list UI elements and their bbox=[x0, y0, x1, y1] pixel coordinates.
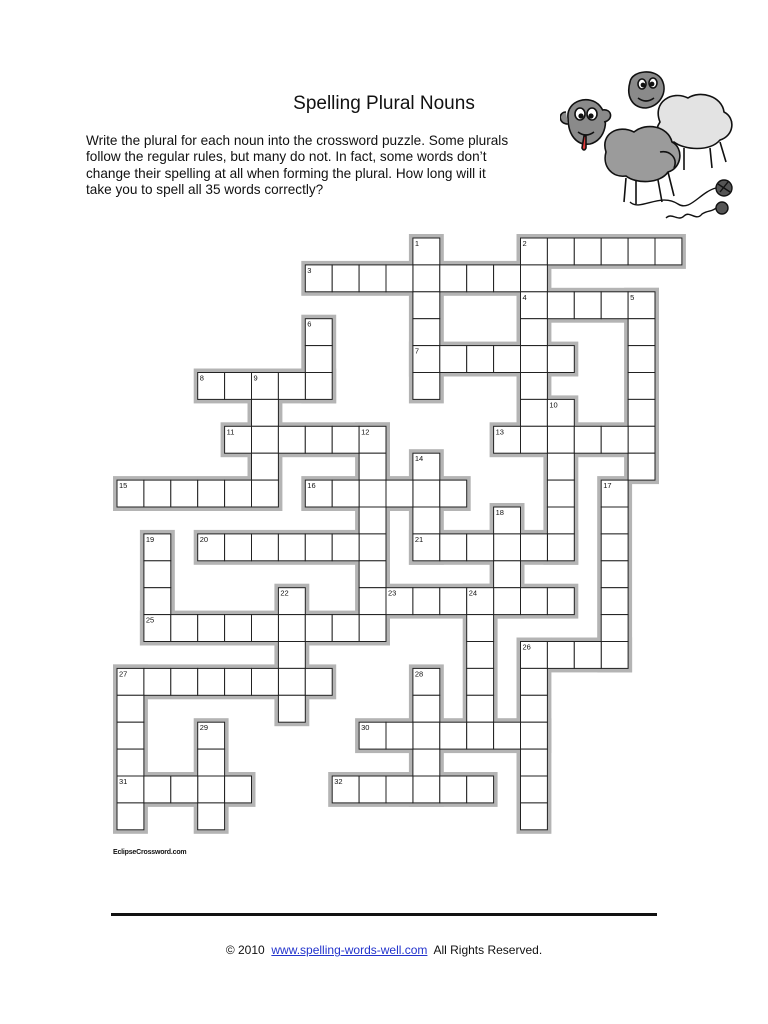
crossword-cell[interactable] bbox=[278, 668, 305, 695]
clue-number: 20 bbox=[199, 534, 209, 544]
crossword-cell[interactable] bbox=[198, 668, 225, 695]
crossword-cell[interactable] bbox=[332, 615, 359, 642]
crossword-cell[interactable] bbox=[601, 426, 628, 453]
crossword-cell[interactable] bbox=[440, 265, 467, 292]
crossword-cell[interactable] bbox=[198, 480, 225, 507]
clue-number: 4 bbox=[522, 292, 527, 302]
crossword-cell[interactable] bbox=[117, 749, 144, 776]
crossword-cell[interactable] bbox=[547, 453, 574, 480]
crossword-cell[interactable] bbox=[144, 776, 171, 803]
clue-number: 16 bbox=[307, 481, 316, 491]
crossword-cell[interactable] bbox=[252, 453, 279, 480]
crossword-cell[interactable] bbox=[494, 722, 521, 749]
crossword-cell[interactable] bbox=[547, 480, 574, 507]
crossword-cell[interactable] bbox=[547, 426, 574, 453]
crossword-cell[interactable] bbox=[521, 265, 548, 292]
crossword-cell[interactable] bbox=[144, 668, 171, 695]
crossword-cell[interactable] bbox=[628, 453, 655, 480]
crossword-cell[interactable] bbox=[521, 722, 548, 749]
crossword-cell[interactable] bbox=[521, 749, 548, 776]
crossword-cell[interactable] bbox=[359, 480, 386, 507]
crossword-cell[interactable] bbox=[440, 722, 467, 749]
clue-number: 17 bbox=[603, 481, 612, 491]
crossword-cell[interactable] bbox=[521, 695, 548, 722]
clue-number: 15 bbox=[119, 481, 128, 491]
crossword-cell[interactable] bbox=[278, 373, 305, 400]
crossword-cell[interactable] bbox=[467, 668, 494, 695]
clue-number: 19 bbox=[145, 534, 155, 544]
clue-number: 29 bbox=[199, 723, 209, 733]
crossword-cell[interactable] bbox=[547, 346, 574, 373]
crossword-cell[interactable] bbox=[628, 373, 655, 400]
clue-number: 25 bbox=[145, 615, 155, 625]
crossword-cell[interactable] bbox=[494, 588, 521, 615]
crossword-cell[interactable] bbox=[547, 642, 574, 669]
crossword-cell[interactable] bbox=[467, 776, 494, 803]
crossword-cell[interactable] bbox=[628, 399, 655, 426]
copyright-text: © 2010 bbox=[225, 943, 265, 957]
crossword-cell[interactable] bbox=[278, 642, 305, 669]
crossword-cell[interactable] bbox=[440, 346, 467, 373]
crossword-cell[interactable] bbox=[601, 534, 628, 561]
crossword-cell[interactable] bbox=[278, 534, 305, 561]
crossword-cell[interactable] bbox=[225, 534, 252, 561]
crossword-cell[interactable] bbox=[521, 319, 548, 346]
crossword-cell[interactable] bbox=[574, 292, 601, 319]
crossword-cell[interactable] bbox=[144, 480, 171, 507]
crossword-cell[interactable] bbox=[467, 346, 494, 373]
crossword-cell[interactable] bbox=[413, 480, 440, 507]
crossword-cell[interactable] bbox=[171, 668, 198, 695]
crossword-cell[interactable] bbox=[225, 668, 252, 695]
crossword-cell[interactable] bbox=[413, 695, 440, 722]
crossword-cell[interactable] bbox=[628, 238, 655, 265]
crossword-cell[interactable] bbox=[467, 695, 494, 722]
clue-number: 2 bbox=[522, 239, 527, 248]
crossword-cell[interactable] bbox=[601, 507, 628, 534]
credit-text: EclipseCrossword.com bbox=[113, 849, 187, 856]
page-title: Spelling Plural Nouns bbox=[293, 93, 475, 114]
crossword-cell[interactable] bbox=[332, 426, 359, 453]
crossword-cell[interactable] bbox=[601, 642, 628, 669]
crossword-cell[interactable] bbox=[359, 534, 386, 561]
clue-number: 9 bbox=[253, 373, 258, 383]
crossword-cell[interactable] bbox=[521, 346, 548, 373]
crossword-cell[interactable] bbox=[305, 615, 332, 642]
crossword-cell[interactable] bbox=[117, 722, 144, 749]
crossword-cell[interactable] bbox=[413, 373, 440, 400]
crossword-cell[interactable] bbox=[494, 346, 521, 373]
crossword-cell[interactable] bbox=[225, 480, 252, 507]
clue-number: 7 bbox=[414, 346, 420, 356]
crossword-cell[interactable] bbox=[252, 480, 279, 507]
crossword-cell[interactable] bbox=[359, 265, 386, 292]
instructions-line: follow the regular rules, but many do not. In fact, some words don’t bbox=[86, 149, 487, 165]
crossword-cell[interactable] bbox=[440, 480, 467, 507]
clue-number: 14 bbox=[414, 454, 424, 464]
clue-number: 18 bbox=[495, 508, 504, 517]
crossword-cell[interactable] bbox=[305, 426, 332, 453]
crossword-cell[interactable] bbox=[359, 561, 386, 588]
crossword-cell[interactable] bbox=[521, 668, 548, 695]
crossword-cell[interactable] bbox=[467, 265, 494, 292]
footer-divider bbox=[111, 913, 657, 916]
grid-cells bbox=[117, 238, 682, 830]
rights-text: All Rights Reserved. bbox=[433, 943, 543, 957]
crossword-cell[interactable] bbox=[252, 615, 279, 642]
crossword-cell[interactable] bbox=[252, 668, 279, 695]
crossword-cell[interactable] bbox=[413, 319, 440, 346]
crossword-cell[interactable] bbox=[547, 292, 574, 319]
crossword-cell[interactable] bbox=[359, 453, 386, 480]
clue-number: 1 bbox=[414, 239, 420, 248]
crossword-cell[interactable] bbox=[332, 265, 359, 292]
clue-number: 3 bbox=[307, 265, 312, 275]
crossword-cell[interactable] bbox=[171, 776, 198, 803]
clue-number: 13 bbox=[495, 427, 504, 437]
crossword-cell[interactable] bbox=[386, 265, 413, 292]
crossword-cell[interactable] bbox=[359, 507, 386, 534]
crossword-cell[interactable] bbox=[521, 373, 548, 400]
crossword-cell[interactable] bbox=[386, 722, 413, 749]
crossword-cell[interactable] bbox=[413, 265, 440, 292]
crossword-cell[interactable] bbox=[225, 615, 252, 642]
crossword-cell[interactable] bbox=[117, 803, 144, 830]
crossword-cell[interactable] bbox=[225, 776, 252, 803]
crossword-cell[interactable] bbox=[547, 534, 574, 561]
crossword-cell[interactable] bbox=[574, 238, 601, 265]
crossword-cell[interactable] bbox=[547, 238, 574, 265]
clue-number: 32 bbox=[334, 777, 343, 786]
crossword-cell[interactable] bbox=[359, 588, 386, 615]
clue-number: 24 bbox=[468, 588, 478, 598]
crossword-cell[interactable] bbox=[386, 776, 413, 803]
crossword-cell[interactable] bbox=[305, 534, 332, 561]
crossword-cell[interactable] bbox=[359, 776, 386, 803]
crossword-cell[interactable] bbox=[440, 534, 467, 561]
clue-number: 8 bbox=[199, 373, 204, 383]
crossword-cell[interactable] bbox=[171, 615, 198, 642]
crossword-cell[interactable] bbox=[413, 722, 440, 749]
crossword-cell[interactable] bbox=[494, 265, 521, 292]
clue-number: 31 bbox=[119, 777, 128, 786]
clue-number: 26 bbox=[522, 642, 531, 652]
crossword-cell[interactable] bbox=[198, 803, 225, 830]
clue-number: 30 bbox=[361, 723, 370, 733]
crossword-cell[interactable] bbox=[521, 776, 548, 803]
crossword-cell[interactable] bbox=[574, 426, 601, 453]
crossword-cell[interactable] bbox=[359, 615, 386, 642]
crossword-cell[interactable] bbox=[305, 346, 332, 373]
clue-number: 21 bbox=[414, 534, 424, 544]
crossword-cell[interactable] bbox=[413, 776, 440, 803]
crossword-cell[interactable] bbox=[521, 588, 548, 615]
instructions-line: Write the plural for each noun into the crossword puzzle. Some plurals bbox=[86, 133, 509, 148]
crossword-cell[interactable] bbox=[494, 534, 521, 561]
crossword-cell[interactable] bbox=[252, 399, 279, 426]
crossword-cell[interactable] bbox=[628, 319, 655, 346]
crossword-cell[interactable] bbox=[601, 615, 628, 642]
crossword-cell[interactable] bbox=[413, 507, 440, 534]
crossword-cell[interactable] bbox=[467, 722, 494, 749]
crossword-cell[interactable] bbox=[467, 534, 494, 561]
crossword-cell[interactable] bbox=[198, 776, 225, 803]
clue-number: 22 bbox=[280, 588, 289, 598]
crossword-cell[interactable] bbox=[225, 373, 252, 400]
crossword-cell[interactable] bbox=[655, 238, 682, 265]
crossword-cell[interactable] bbox=[494, 561, 521, 588]
crossword-cell[interactable] bbox=[574, 642, 601, 669]
crossword-cell[interactable] bbox=[440, 588, 467, 615]
crossword-cell[interactable] bbox=[628, 426, 655, 453]
crossword-cell[interactable] bbox=[547, 507, 574, 534]
website-link[interactable]: www.spelling-words-well.com bbox=[271, 943, 428, 957]
crossword-cell[interactable] bbox=[278, 695, 305, 722]
crossword-cell[interactable] bbox=[144, 561, 171, 588]
crossword-cell[interactable] bbox=[521, 399, 548, 426]
clue-number: 28 bbox=[414, 669, 424, 679]
crossword-cell[interactable] bbox=[601, 238, 628, 265]
crossword-cell[interactable] bbox=[440, 776, 467, 803]
crossword-cell[interactable] bbox=[332, 480, 359, 507]
crossword-cell[interactable] bbox=[386, 480, 413, 507]
crossword-cell[interactable] bbox=[252, 426, 279, 453]
clue-number: 23 bbox=[388, 588, 397, 598]
crossword-cell[interactable] bbox=[601, 588, 628, 615]
crossword-cell[interactable] bbox=[413, 749, 440, 776]
crossword-cell[interactable] bbox=[628, 346, 655, 373]
crossword-cell[interactable] bbox=[198, 615, 225, 642]
crossword-cell[interactable] bbox=[252, 534, 279, 561]
crossword-cell[interactable] bbox=[521, 803, 548, 830]
clue-number: 12 bbox=[361, 427, 370, 437]
crossword-cell[interactable] bbox=[278, 615, 305, 642]
clue-number: 11 bbox=[226, 427, 235, 437]
crossword-cell[interactable] bbox=[521, 426, 548, 453]
crossword-cell[interactable] bbox=[332, 534, 359, 561]
crossword-cell[interactable] bbox=[601, 292, 628, 319]
crossword-cell[interactable] bbox=[278, 426, 305, 453]
crossword-cell[interactable] bbox=[521, 534, 548, 561]
crossword-cell[interactable] bbox=[305, 668, 332, 695]
crossword-cell[interactable] bbox=[413, 588, 440, 615]
instructions-line: take you to spell all 35 words correctly? bbox=[86, 182, 324, 198]
crossword-cell[interactable] bbox=[547, 588, 574, 615]
crossword-cell[interactable] bbox=[198, 749, 225, 776]
crossword-cell[interactable] bbox=[467, 642, 494, 669]
footer bbox=[0, 943, 768, 957]
instructions-line: change their spelling at all when forming the plural. How long will it bbox=[86, 165, 486, 181]
clue-number: 6 bbox=[307, 319, 312, 329]
clue-number: 10 bbox=[549, 400, 558, 410]
crossword-cell[interactable] bbox=[305, 373, 332, 400]
crossword-cell[interactable] bbox=[117, 695, 144, 722]
clue-number: 5 bbox=[630, 292, 635, 302]
crossword-cell[interactable] bbox=[467, 615, 494, 642]
clue-number: 27 bbox=[119, 669, 128, 679]
crossword-cell[interactable] bbox=[413, 292, 440, 319]
crossword-cell[interactable] bbox=[601, 561, 628, 588]
crossword-cell[interactable] bbox=[144, 588, 171, 615]
crossword-cell[interactable] bbox=[171, 480, 198, 507]
